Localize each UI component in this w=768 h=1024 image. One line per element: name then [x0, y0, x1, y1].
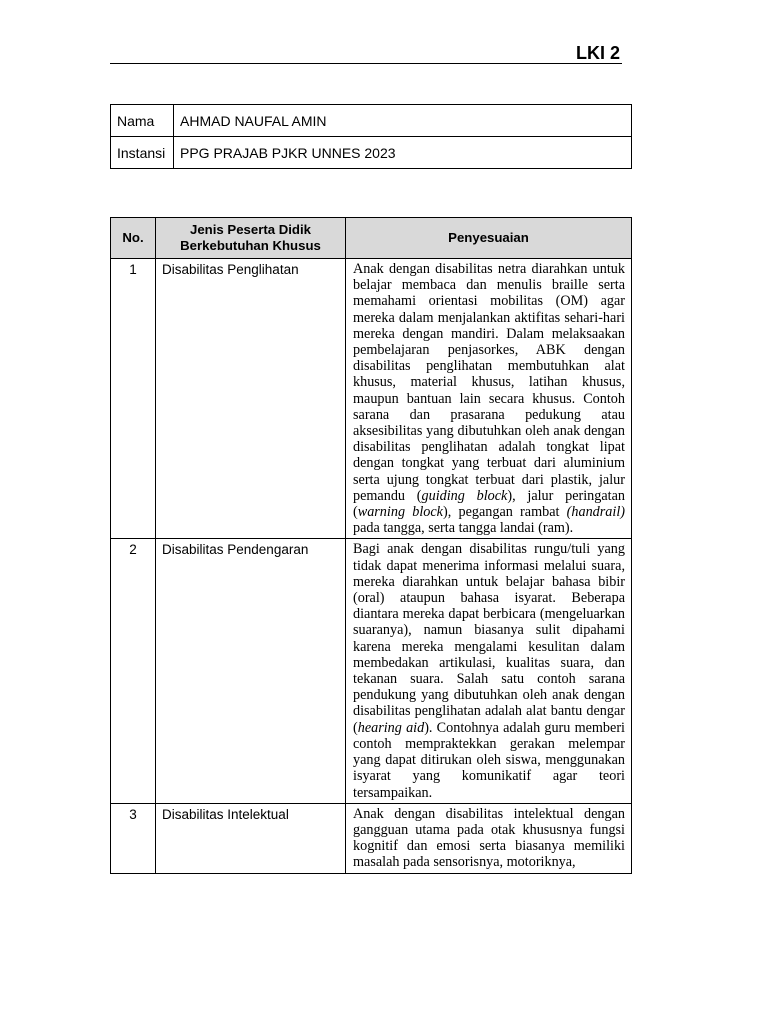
- document-title: LKI 2: [575, 43, 620, 63]
- row-jenis: Disabilitas Intelektual: [156, 803, 346, 873]
- table-row: [111, 803, 632, 873]
- identity-row-institution: [111, 137, 632, 169]
- header-jenis: [156, 218, 346, 259]
- desc-text: ). Contohnya adalah guru memberi contoh mempraktekkan gerakan melempar yang dapat ditirukan oleh siswa, menggunakan isyarat yang komunikatif agar teori tersampaikan.: [353, 719, 625, 801]
- desc-term: hearing aid: [357, 719, 425, 736]
- identity-row-name: [111, 105, 632, 137]
- table-header-row: [111, 218, 632, 259]
- desc-term: guiding block: [421, 487, 508, 504]
- row-number: 3: [111, 803, 156, 873]
- header-jenis-line2: Berkebutuhan Khusus: [180, 238, 321, 253]
- row-jenis: Disabilitas Penglihatan: [156, 259, 346, 539]
- name-label: Nama: [111, 105, 174, 137]
- row-penyesuaian: [346, 539, 632, 803]
- desc-text: pada tangga, serta tangga landai (ram).: [353, 520, 574, 537]
- row-penyesuaian: [346, 803, 632, 873]
- identity-table: [110, 104, 632, 169]
- institution-value: PPG PRAJAB PJKR UNNES 2023: [174, 137, 632, 169]
- header-rule: [110, 63, 622, 64]
- adjustment-table: [110, 217, 632, 874]
- header-no: No.: [111, 218, 156, 259]
- desc-text: Anak dengan disabilitas netra diarahkan untuk belajar membaca dan menulis braille serta memahami orientasi mobilitas (OM) agar mereka dalam menjalankan aktifitas sehari-hari mereka dengan mandiri. Dalam melaksaakan pembelajaran penjasorkes, ABK dengan disabilitas penglihatan membutuhkan alat khusus, material khusus, latihan khusus, maupun bantuan lain secara khusus. Contoh sarana dan prasarana pedukung atau aksesibilitas yang dibutuhkan oleh anak dengan disabilitas penglihatan adalah tongkat lipat dengan tongkat yang terbuat dari aluminium serta ujung tongkat terbuat dari plastik, jalur pemandu (: [353, 261, 625, 504]
- header-jenis-line1: Jenis Peserta Didik: [190, 222, 311, 237]
- row-jenis: Disabilitas Pendengaran: [156, 539, 346, 803]
- desc-text: ), pegangan rambat: [442, 504, 567, 521]
- desc-term: (handrail): [566, 504, 625, 521]
- institution-label: Instansi: [111, 137, 174, 169]
- table-row: [111, 539, 632, 803]
- row-penyesuaian: [346, 259, 632, 539]
- desc-text: Anak dengan disabilitas intelektual dengan gangguan utama pada otak khususnya fungsi kognitif dan emosi serta biasanya memiliki masalah pada sensorisnya, motoriknya,: [353, 805, 625, 871]
- header-penyesuaian: Penyesuaian: [346, 218, 632, 259]
- table-row: [111, 259, 632, 539]
- row-number: 2: [111, 539, 156, 803]
- page-cut: [0, 943, 768, 1024]
- row-number: 1: [111, 259, 156, 539]
- desc-text: Bagi anak dengan disabilitas rungu/tuli yang tidak dapat menerima informasi melalui suara, mereka diarahkan untuk belajar bahasa bibir (oral) ataupun bahasa isyarat. Beberapa diantara mereka dapat berbicara (mengeluarkan suaranya), namun biasanya sulit dipahami karena mereka mengalami kesulitan dalam membedakan artikulasi, kualitas suara, dan tekanan suara. Salah satu contoh sarana pendukung yang dibutuhkan oleh anak dengan disabilitas penglihatan adalah alat bantu dengar (: [353, 541, 625, 736]
- desc-term: warning block: [357, 504, 443, 521]
- name-value: AHMAD NAUFAL AMIN: [174, 105, 632, 137]
- desc-text: ), jalur peringatan (: [353, 487, 626, 521]
